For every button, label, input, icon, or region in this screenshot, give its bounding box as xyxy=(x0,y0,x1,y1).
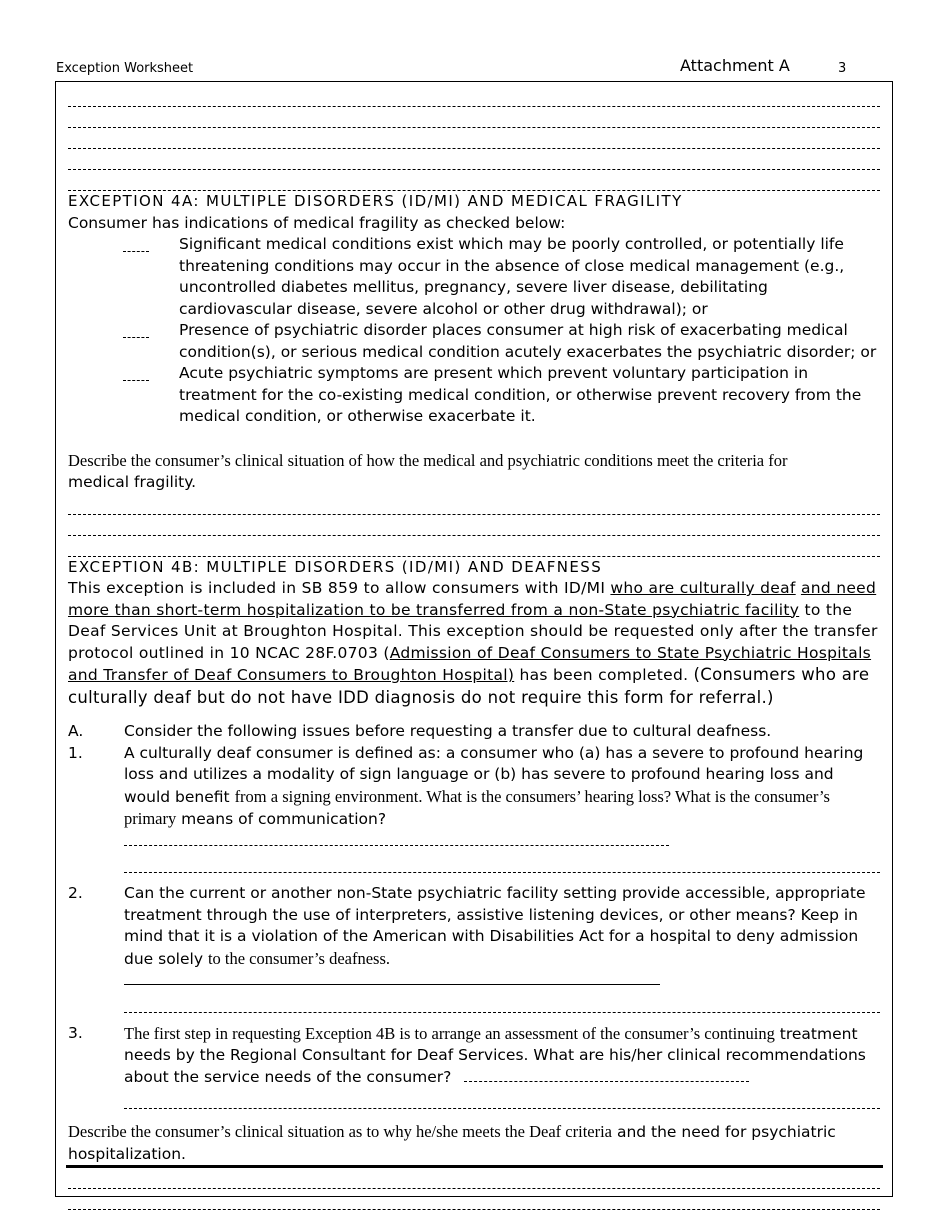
desc-note: (Consumers who are culturally deaf but do not have IDD diagnosis do not require this form for referral.) xyxy=(68,665,870,707)
exception-4b-describe xyxy=(68,1121,880,1165)
exception-4a-describe xyxy=(68,450,880,494)
checkbox-blank[interactable] xyxy=(123,234,179,320)
answer-line[interactable] xyxy=(68,107,880,128)
checklist-text: Presence of psychiatric disorder places consumer at high risk of exacerbating medical condition(s), or serious medical condition acutely exacerbates the psychiatric disorder; or xyxy=(179,321,877,361)
underlined-text: who are culturally deaf xyxy=(610,579,796,597)
describe-text: medical fragility. xyxy=(68,473,197,491)
page-number: 3 xyxy=(838,61,847,76)
list-text-serif: The first step in requesting Exception 4B is to arrange an assessment of the consumer’s continuing xyxy=(124,1023,775,1043)
list-item-2 xyxy=(68,883,880,992)
answer-line[interactable] xyxy=(68,515,880,536)
answer-line[interactable] xyxy=(68,170,880,191)
answer-line[interactable] xyxy=(464,1067,749,1082)
underlined-text: and need more than short-term hospitalization to be transferred from a non-State psychiatric facility xyxy=(68,579,877,619)
desc-text: has been completed. xyxy=(514,666,694,684)
list-marker: 3. xyxy=(68,1023,83,1042)
list-item-3 xyxy=(68,1023,880,1089)
underlined-text: Admission of Deaf Consumers to State Psychiatric Hospitals and Transfer of Deaf Consumers to Broughton Hospital) xyxy=(68,643,872,684)
list-text-part: treatment needs by the Regional Consultant for Deaf Services. What are his/her clinical recommendations about the service needs of the consumer? xyxy=(124,1024,866,1086)
checklist-text: Significant medical conditions exist which may be poorly controlled, or potentially life threatening conditions may occur in the absence of close medical management (e.g., uncontrolled diabetes mellitus, pregnancy, severe liver disease, debilitating cardiovascular disease, severe alcohol or other drug withdrawal); or xyxy=(179,235,845,318)
answer-line[interactable] xyxy=(124,852,880,873)
answer-line[interactable] xyxy=(68,96,880,107)
exception-4b-heading: EXCEPTION 4B: MULTIPLE DISORDERS (ID/MI) AND DEAFNESS xyxy=(68,557,603,576)
list-text xyxy=(124,743,880,853)
list-text-serif: to the consumer’s deafness. xyxy=(207,948,391,968)
answer-line[interactable] xyxy=(68,128,880,149)
answer-line[interactable] xyxy=(124,970,660,985)
answer-line[interactable] xyxy=(68,1168,880,1189)
answer-line[interactable] xyxy=(68,1189,880,1210)
answer-line[interactable] xyxy=(124,992,880,1013)
desc-text: to the Deaf Services Unit at Broughton Hospital. This exception should be requested only after the transfer protocol outlined in 10 NCAC 28F.0703 ( xyxy=(68,600,878,662)
answer-line[interactable] xyxy=(68,494,880,515)
list-marker: 1. xyxy=(68,743,83,762)
list-text: Consider the following issues before requesting a transfer due to cultural deafness. xyxy=(124,722,772,740)
list-item-a xyxy=(68,721,880,743)
answer-line[interactable] xyxy=(68,149,880,170)
list-text-serif: from a signing environment. What is the consumers’ hearing loss? What is the consumer’s primary xyxy=(124,786,830,828)
list-text-part: A culturally deaf consumer is defined as: a consumer who (a) has a severe to profound hearing loss and utilizes a modality of sign language or (b) has severe to profound hearing loss and would benefit xyxy=(124,743,864,806)
worksheet-frame xyxy=(55,81,893,1197)
exception-4a-intro: Consumer has indications of medical fragility as checked below: xyxy=(68,213,566,232)
checklist-item xyxy=(68,320,880,363)
list-text-part: Can the current or another non-State psychiatric facility setting provide accessible, appropriate treatment through the use of interpreters, assistive listening devices, or other means? Keep in mind that it is a violation of the American with Disabilities Act for a hospital to deny admission due solely xyxy=(124,884,866,968)
exception-4a-heading: EXCEPTION 4A: MULTIPLE DISORDERS (ID/MI) AND MEDICAL FRAGILITY xyxy=(68,192,683,210)
desc-text: This exception is included in SB 859 to allow consumers with ID/MI xyxy=(68,579,611,597)
header-attachment: Attachment A xyxy=(680,56,790,75)
answer-line[interactable] xyxy=(124,831,669,846)
checklist-text: Acute psychiatric symptoms are present which prevent voluntary participation in treatment for the co-existing medical condition, or otherwise prevent recovery from the medical condition, or otherwise exacerbate it. xyxy=(179,364,862,425)
describe-text: and the need for psychiatric hospitalization. xyxy=(68,1123,836,1163)
describe-serif-text: Describe the consumer’s clinical situation of how the medical and psychiatric conditions meet the criteria for xyxy=(68,450,788,470)
header-left: Exception Worksheet xyxy=(56,61,194,76)
list-text xyxy=(124,883,880,992)
answer-line[interactable] xyxy=(124,1088,880,1109)
list-item-1 xyxy=(68,743,880,853)
list-marker: A. xyxy=(68,722,84,740)
list-marker: 2. xyxy=(68,884,83,902)
checkbox-blank[interactable] xyxy=(123,320,179,363)
checklist-item xyxy=(68,234,880,320)
answer-line[interactable] xyxy=(68,536,880,557)
list-text xyxy=(124,1023,880,1089)
describe-serif-text: Describe the consumer’s clinical situation as to why he/she meets the Deaf criteria xyxy=(68,1122,613,1141)
exception-4b-description xyxy=(68,578,880,709)
checkbox-blank[interactable] xyxy=(123,363,179,428)
list-text-part: means of communication? xyxy=(176,810,387,828)
worksheet-body xyxy=(68,96,880,1210)
checklist-item xyxy=(68,363,880,428)
